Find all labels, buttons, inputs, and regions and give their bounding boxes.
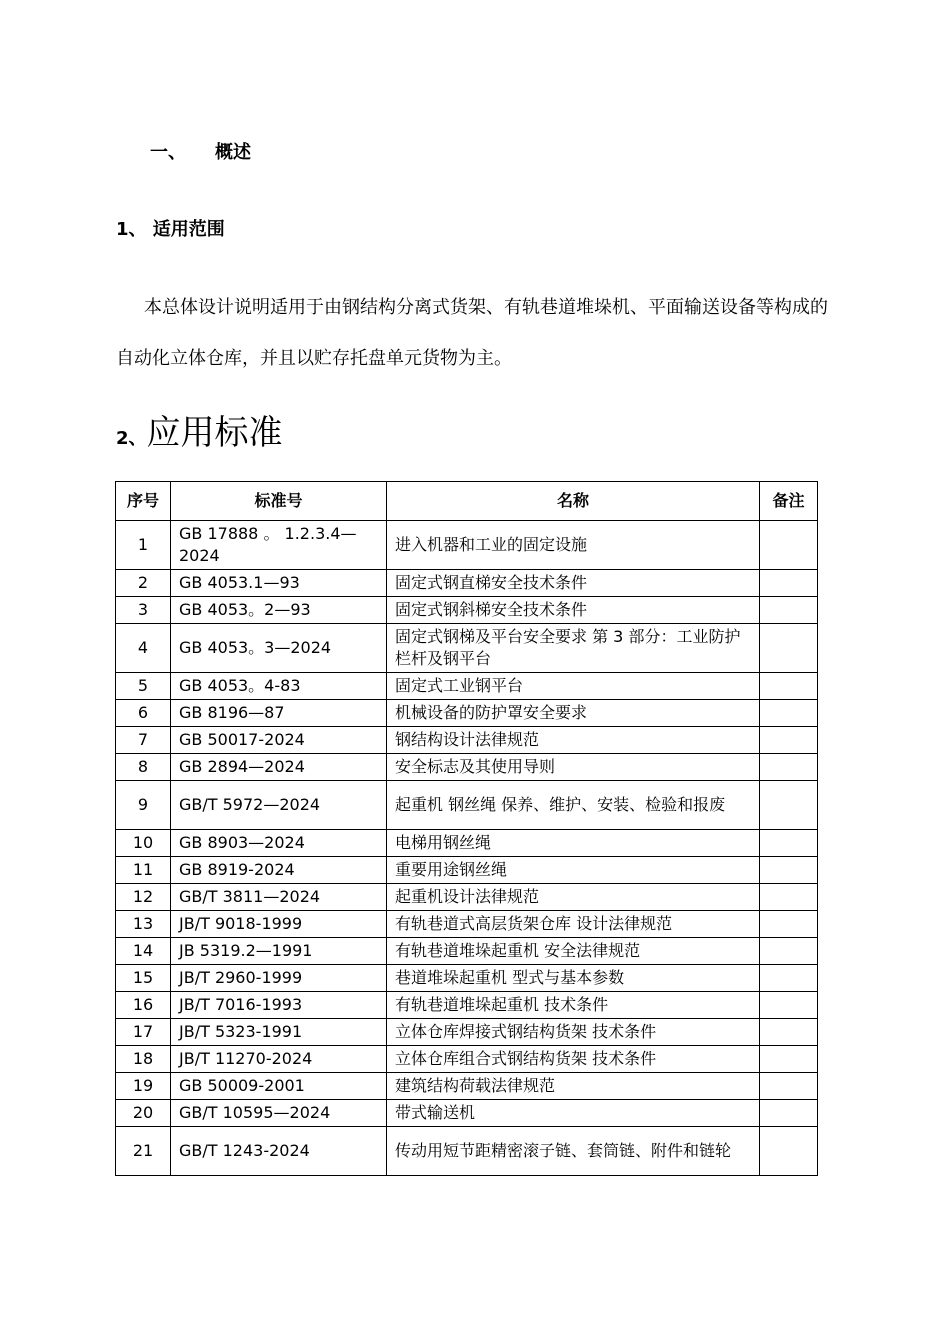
cell-no: 3 bbox=[116, 597, 171, 624]
cell-no: 21 bbox=[116, 1127, 171, 1176]
cell-name: 机械设备的防护罩安全要求 bbox=[387, 700, 760, 727]
cell-no: 8 bbox=[116, 754, 171, 781]
scope-paragraph: 本总体设计说明适用于由钢结构分离式货架、有轨巷道堆垛机、平面输送设备等构成的自动化立体仓库，并且以贮存托盘单元货物为主。 bbox=[116, 297, 828, 369]
table-row bbox=[116, 754, 818, 781]
cell-note bbox=[760, 570, 818, 597]
cell-standard: JB/T 7016-1993 bbox=[171, 992, 387, 1019]
cell-no: 19 bbox=[116, 1073, 171, 1100]
cell-standard: GB/T 5972—2024 bbox=[171, 781, 387, 830]
table-row bbox=[116, 521, 818, 570]
section-title: 应用标准 bbox=[146, 413, 283, 453]
table-row bbox=[116, 624, 818, 673]
cell-note bbox=[760, 1100, 818, 1127]
cell-note bbox=[760, 673, 818, 700]
cell-standard: GB 4053。3—2024 bbox=[171, 624, 387, 673]
cell-note bbox=[760, 727, 818, 754]
cell-name: 进入机器和工业的固定设施 bbox=[387, 521, 760, 570]
cell-name: 建筑结构荷载法律规范 bbox=[387, 1073, 760, 1100]
cell-no: 17 bbox=[116, 1019, 171, 1046]
cell-standard: GB 17888 。 1.2.3.4—2024 bbox=[171, 521, 387, 570]
cell-note bbox=[760, 938, 818, 965]
cell-name: 立体仓库焊接式钢结构货架 技术条件 bbox=[387, 1019, 760, 1046]
cell-name: 电梯用钢丝绳 bbox=[387, 830, 760, 857]
cell-name: 钢结构设计法律规范 bbox=[387, 727, 760, 754]
header-note: 备注 bbox=[760, 482, 818, 521]
cell-no: 2 bbox=[116, 570, 171, 597]
cell-no: 10 bbox=[116, 830, 171, 857]
cell-note bbox=[760, 754, 818, 781]
table-row bbox=[116, 597, 818, 624]
cell-no: 9 bbox=[116, 781, 171, 830]
cell-standard: GB/T 3811—2024 bbox=[171, 884, 387, 911]
cell-standard: GB 50017-2024 bbox=[171, 727, 387, 754]
cell-standard: GB 4053.1—93 bbox=[171, 570, 387, 597]
cell-name: 重要用途钢丝绳 bbox=[387, 857, 760, 884]
table-row bbox=[116, 830, 818, 857]
chapter-number: 一、 bbox=[150, 142, 186, 163]
cell-standard: GB 8919-2024 bbox=[171, 857, 387, 884]
cell-standard: GB 4053。2—93 bbox=[171, 597, 387, 624]
cell-name: 巷道堆垛起重机 型式与基本参数 bbox=[387, 965, 760, 992]
cell-name: 起重机 钢丝绳 保养、维护、安装、检验和报废 bbox=[387, 781, 760, 830]
table-row bbox=[116, 911, 818, 938]
cell-note bbox=[760, 781, 818, 830]
table-header-row bbox=[116, 482, 818, 521]
cell-name: 带式输送机 bbox=[387, 1100, 760, 1127]
cell-note bbox=[760, 857, 818, 884]
cell-standard: GB 8903—2024 bbox=[171, 830, 387, 857]
table-row bbox=[116, 1127, 818, 1176]
cell-note bbox=[760, 884, 818, 911]
cell-note bbox=[760, 965, 818, 992]
table-row bbox=[116, 965, 818, 992]
cell-name: 有轨巷道式高层货架仓库 设计法律规范 bbox=[387, 911, 760, 938]
cell-no: 7 bbox=[116, 727, 171, 754]
cell-standard: JB 5319.2—1991 bbox=[171, 938, 387, 965]
cell-note bbox=[760, 992, 818, 1019]
table-row bbox=[116, 570, 818, 597]
cell-note bbox=[760, 1046, 818, 1073]
standards-table bbox=[115, 481, 818, 1176]
cell-standard: GB/T 1243-2024 bbox=[171, 1127, 387, 1176]
cell-name: 固定式钢梯及平台安全要求 第 3 部分：工业防护栏杆及钢平台 bbox=[387, 624, 760, 673]
cell-no: 6 bbox=[116, 700, 171, 727]
cell-no: 15 bbox=[116, 965, 171, 992]
cell-note bbox=[760, 700, 818, 727]
header-name: 名称 bbox=[387, 482, 760, 521]
table-row bbox=[116, 673, 818, 700]
section-heading-standards bbox=[116, 405, 283, 454]
cell-no: 1 bbox=[116, 521, 171, 570]
cell-note bbox=[760, 521, 818, 570]
cell-name: 有轨巷道堆垛起重机 安全法律规范 bbox=[387, 938, 760, 965]
cell-note bbox=[760, 624, 818, 673]
section-heading-scope: 1、 适用范围 bbox=[116, 219, 225, 240]
table-row bbox=[116, 727, 818, 754]
header-no: 序号 bbox=[116, 482, 171, 521]
cell-standard: GB 50009-2001 bbox=[171, 1073, 387, 1100]
cell-standard: JB/T 11270-2024 bbox=[171, 1046, 387, 1073]
cell-standard: GB 2894—2024 bbox=[171, 754, 387, 781]
cell-note bbox=[760, 911, 818, 938]
cell-no: 18 bbox=[116, 1046, 171, 1073]
cell-no: 12 bbox=[116, 884, 171, 911]
cell-standard: JB/T 9018-1999 bbox=[171, 911, 387, 938]
table-body bbox=[116, 521, 818, 1176]
cell-name: 安全标志及其使用导则 bbox=[387, 754, 760, 781]
cell-standard: GB 8196—87 bbox=[171, 700, 387, 727]
cell-no: 13 bbox=[116, 911, 171, 938]
table-row bbox=[116, 992, 818, 1019]
table-row bbox=[116, 781, 818, 830]
cell-note bbox=[760, 1127, 818, 1176]
table-row bbox=[116, 1019, 818, 1046]
table-row bbox=[116, 1100, 818, 1127]
cell-no: 5 bbox=[116, 673, 171, 700]
cell-no: 20 bbox=[116, 1100, 171, 1127]
cell-name: 固定式工业钢平台 bbox=[387, 673, 760, 700]
cell-note bbox=[760, 1019, 818, 1046]
chapter-title: 概述 bbox=[215, 142, 251, 163]
table-row bbox=[116, 857, 818, 884]
cell-note bbox=[760, 830, 818, 857]
cell-no: 4 bbox=[116, 624, 171, 673]
table-row bbox=[116, 1073, 818, 1100]
cell-name: 起重机设计法律规范 bbox=[387, 884, 760, 911]
cell-standard: GB 4053。4-83 bbox=[171, 673, 387, 700]
cell-name: 有轨巷道堆垛起重机 技术条件 bbox=[387, 992, 760, 1019]
table-row bbox=[116, 700, 818, 727]
table-row bbox=[116, 938, 818, 965]
table-row bbox=[116, 1046, 818, 1073]
section-number: 2、 bbox=[116, 428, 147, 449]
cell-no: 11 bbox=[116, 857, 171, 884]
cell-standard: JB/T 5323-1991 bbox=[171, 1019, 387, 1046]
chapter-heading bbox=[150, 138, 251, 164]
cell-name: 固定式钢斜梯安全技术条件 bbox=[387, 597, 760, 624]
table-row bbox=[116, 884, 818, 911]
cell-no: 16 bbox=[116, 992, 171, 1019]
cell-no: 14 bbox=[116, 938, 171, 965]
header-standard: 标准号 bbox=[171, 482, 387, 521]
cell-note bbox=[760, 1073, 818, 1100]
cell-note bbox=[760, 597, 818, 624]
cell-name: 立体仓库组合式钢结构货架 技术条件 bbox=[387, 1046, 760, 1073]
cell-name: 固定式钢直梯安全技术条件 bbox=[387, 570, 760, 597]
cell-standard: JB/T 2960-1999 bbox=[171, 965, 387, 992]
cell-standard: GB/T 10595—2024 bbox=[171, 1100, 387, 1127]
cell-name: 传动用短节距精密滚子链、套筒链、附件和链轮 bbox=[387, 1127, 760, 1176]
